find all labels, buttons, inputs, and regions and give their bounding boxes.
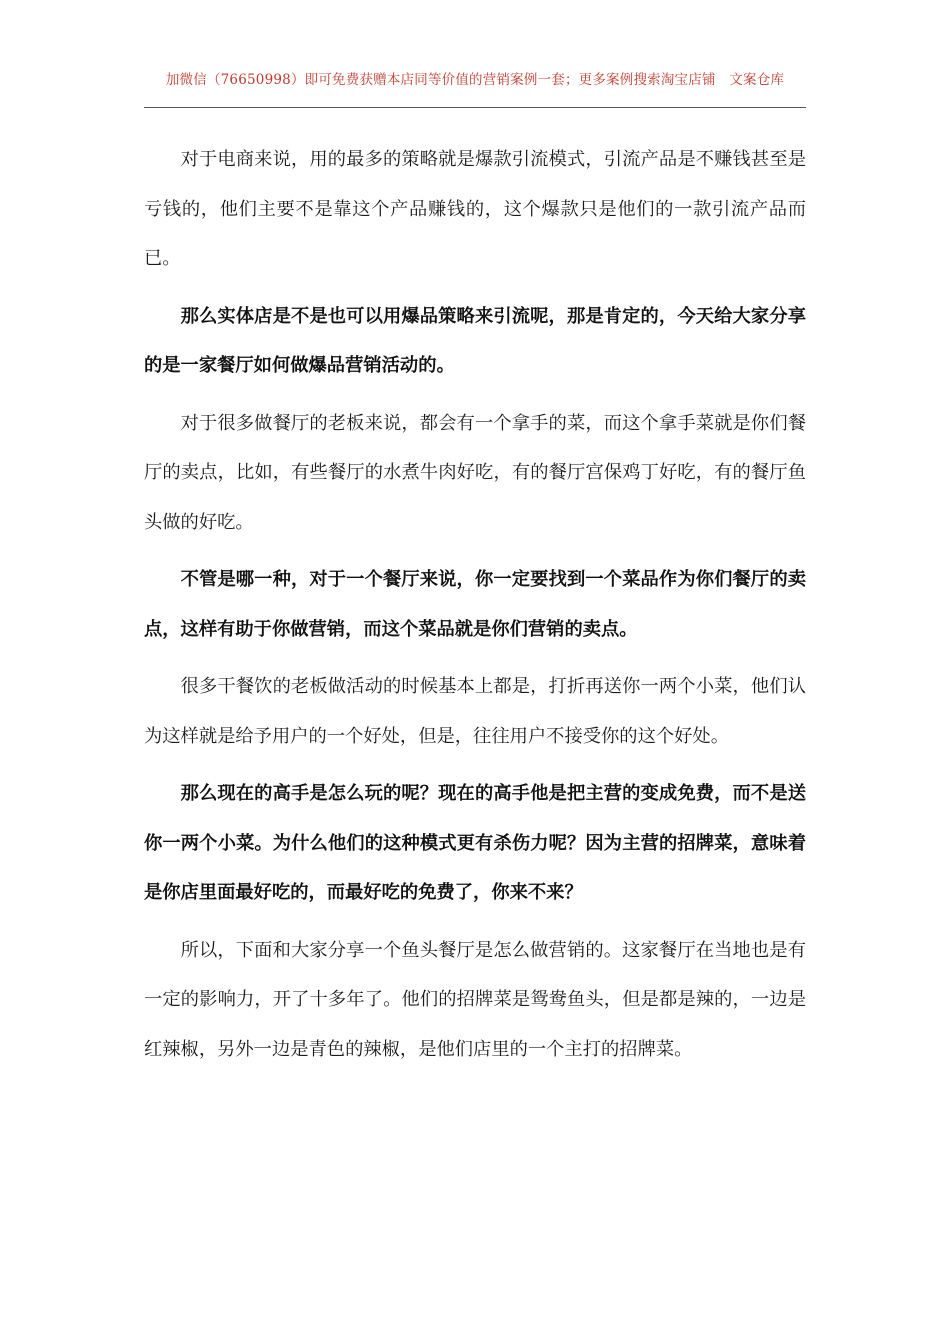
paragraph: 对于电商来说，用的最多的策略就是爆款引流模式，引流产品是不赚钱甚至是亏钱的，他们主要不是靠这个产品赚钱的，这个爆款只是他们的一款引流产品而已。 <box>144 149 806 269</box>
paragraph: 所以，下面和大家分享一个鱼头餐厅是怎么做营销的。这家餐厅在当地也是有一定的影响力，开了十多年了。他们的招牌菜是鸳鸯鱼头，但是都是辣的，一边是红辣椒，另外一边是青色的辣椒，是他们店里的一个主打的招牌菜。 <box>144 939 806 1060</box>
header-divider <box>144 107 806 108</box>
document-body <box>144 135 806 1082</box>
paragraph-bold: 那么实体店是不是也可以用爆品策略来引流呢，那是肯定的，今天给大家分享的是一家餐厅如何做爆品营销活动的。 <box>144 305 806 376</box>
paragraph-bold: 不管是哪一种，对于一个餐厅来说，你一定要找到一个菜品作为你们餐厅的卖点，这样有助于你做营销，而这个菜品就是你们营销的卖点。 <box>144 569 806 640</box>
header-promo-text: 加微信（76650998）即可免费获赠本店同等价值的营销案例一套；更多案例搜索淘宝店铺 文案仓库 <box>165 72 785 88</box>
paragraph-bold: 那么现在的高手是怎么玩的呢？现在的高手他是把主营的变成免费，而不是送你一两个小菜。为什么他们的这种模式更有杀伤力呢？因为主营的招牌菜，意味着是你店里面最好吃的，而最好吃的免费了，你来不来？ <box>144 783 806 903</box>
paragraph: 对于很多做餐厅的老板来说，都会有一个拿手的菜，而这个拿手菜就是你们餐厅的卖点，比如，有些餐厅的水煮牛肉好吃，有的餐厅宫保鸡丁好吃，有的餐厅鱼头做的好吃。 <box>144 412 806 533</box>
paragraph: 很多干餐饮的老板做活动的时候基本上都是，打折再送你一两个小菜，他们认为这样就是给予用户的一个好处，但是，往往用户不接受你的这个好处。 <box>144 676 806 747</box>
